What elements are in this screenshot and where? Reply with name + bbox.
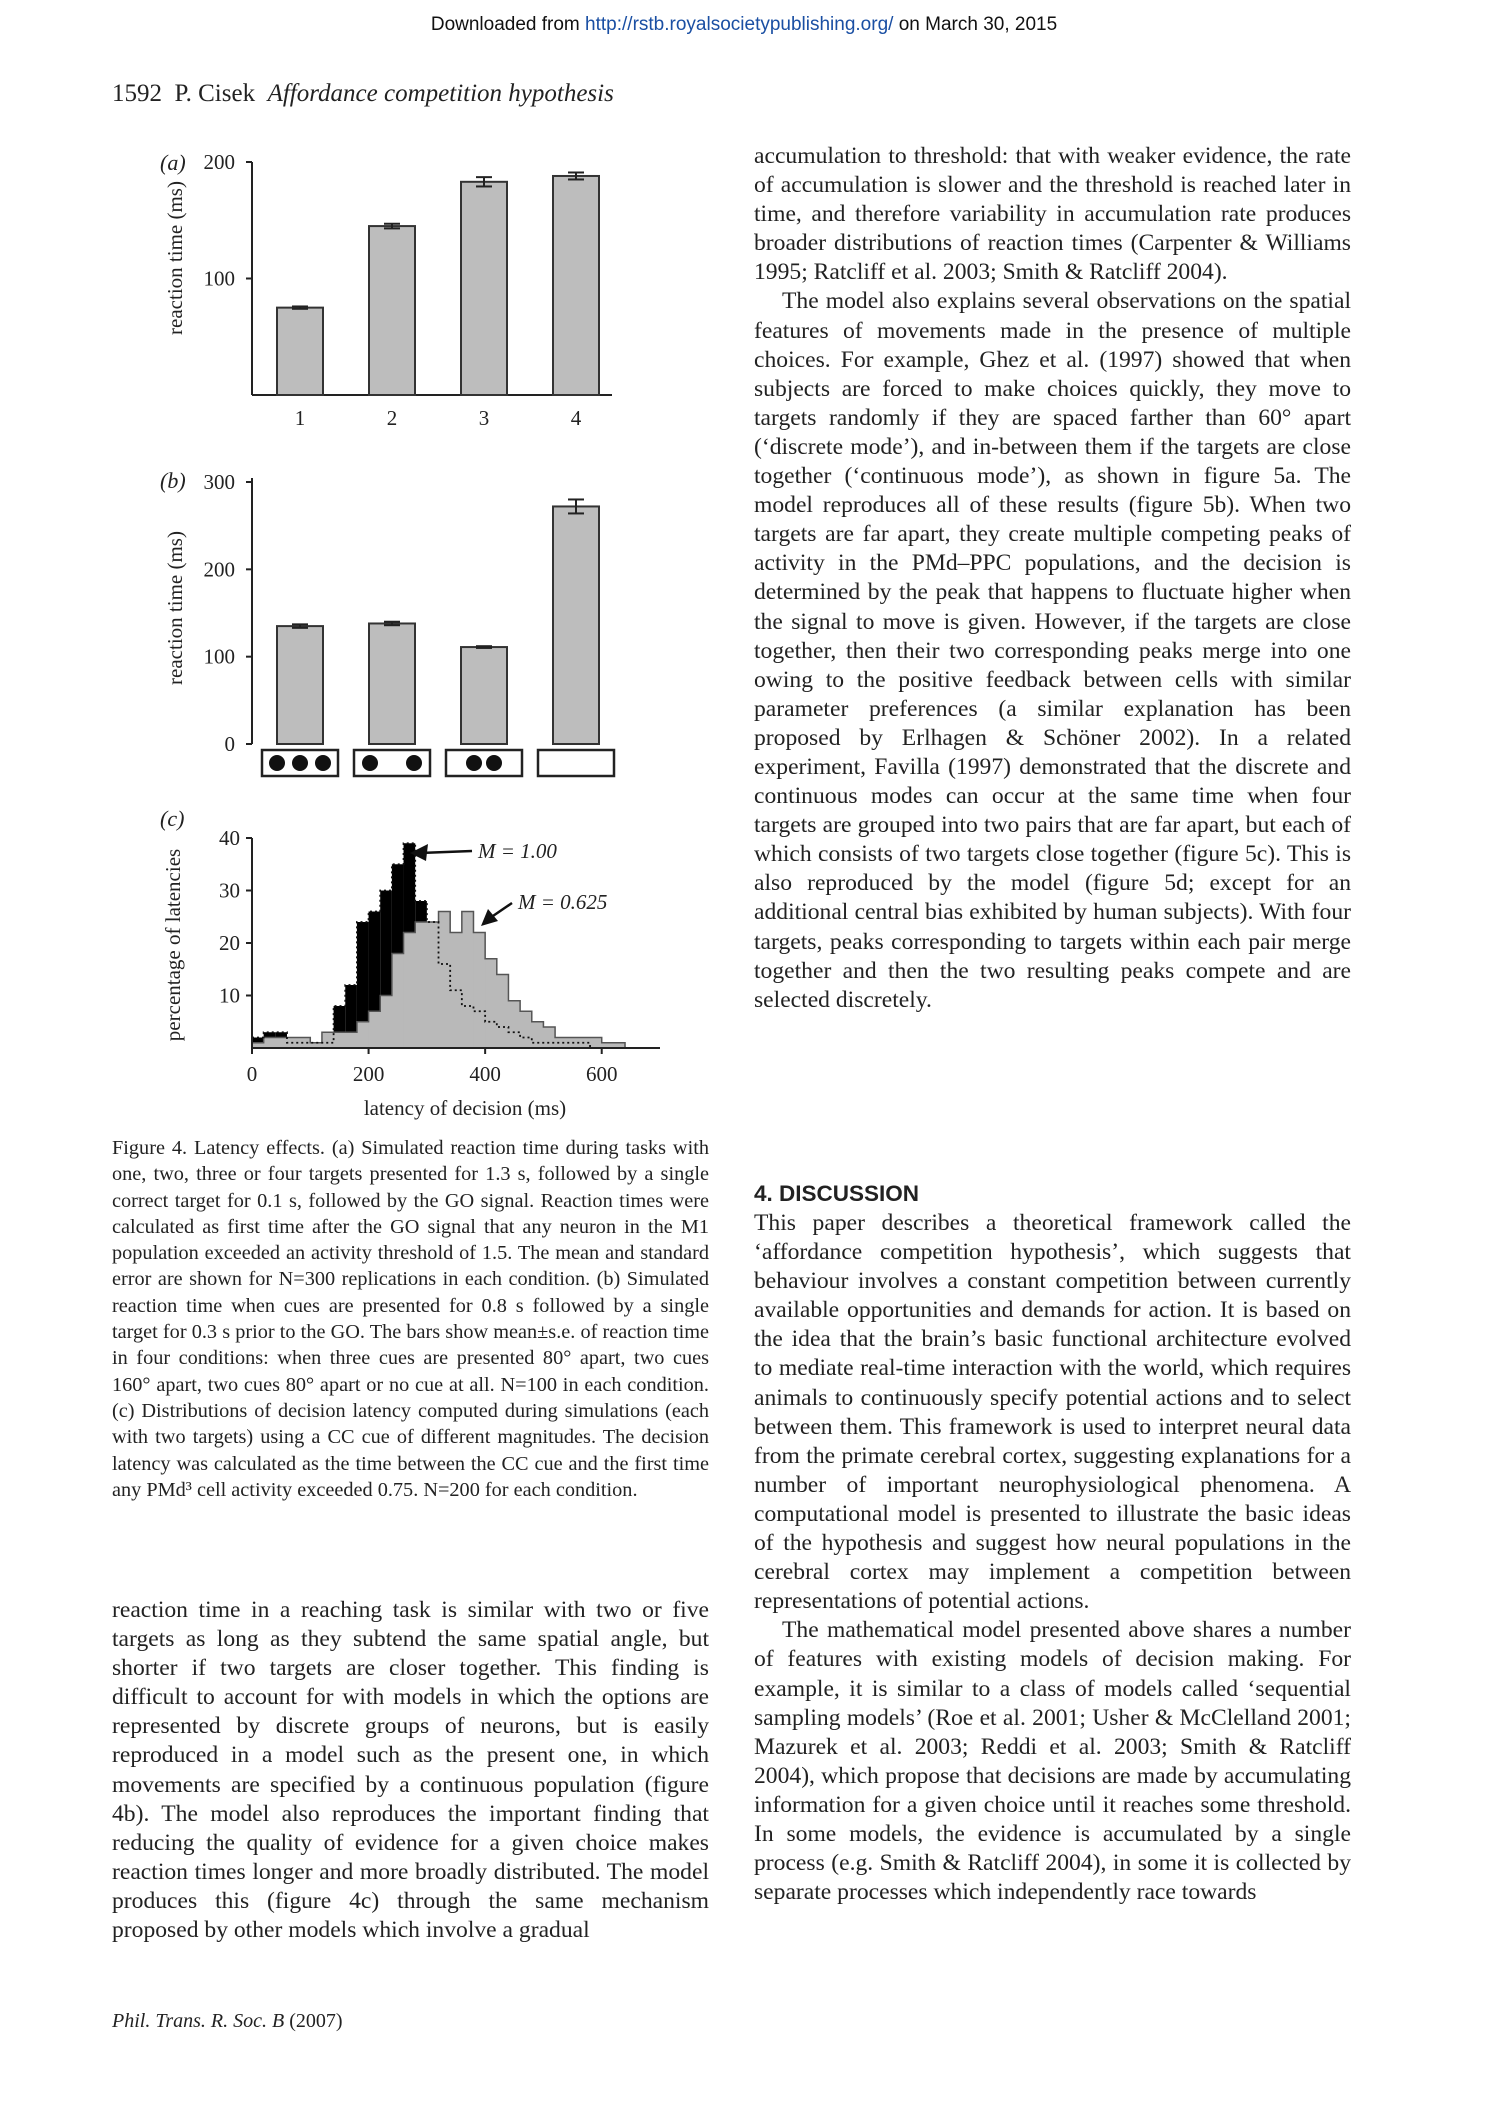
left-column-text: reaction time in a reaching task is similar with two or five targets as long as they subtend the same spatial angle, but shorter if two targets are closer together. This finding is difficult to account for with models in which the options are represented by discrete groups of neurons, but is easily reproduced in a model such as the present one, in which movements are specified by a continuous population (figure 4b). The model also reproduces the important finding that reducing the quality of evidence for a given choice makes reaction times longer and more broadly distributed. The model produces this (figure 4c) through the same mechanism proposed by other models which involve a gradual <box>112 1597 709 1944</box>
hist-bin-m0625 <box>415 922 427 1048</box>
xtick-label: 400 <box>469 1062 501 1086</box>
hist-bin-m0625 <box>532 1022 544 1048</box>
download-suffix: on March 30, 2015 <box>893 14 1058 35</box>
ytick-label: 30 <box>219 878 240 903</box>
ytick-label: 40 <box>219 826 240 850</box>
hist-bin-m0625 <box>369 1011 381 1048</box>
hist-bin-m0625 <box>485 959 497 1048</box>
hist-bin-m0625 <box>590 1038 602 1049</box>
arrow-m-0625 <box>481 903 512 926</box>
cue-dot <box>466 755 482 771</box>
cue-dot <box>486 755 502 771</box>
hist-bin-m0625 <box>345 1032 357 1048</box>
ytick-label: 10 <box>219 983 240 1008</box>
cue-box <box>538 750 614 776</box>
hist-bin-m0625 <box>508 1001 520 1048</box>
hist-bin-m0625 <box>439 912 451 1049</box>
annotation-m-0625: M = 0.625 <box>518 890 608 914</box>
download-prefix: Downloaded from <box>430 14 586 35</box>
right-column-bottom <box>754 1209 1351 1907</box>
cue-box <box>446 750 522 776</box>
cue-dot <box>315 755 331 771</box>
right-column-top <box>754 142 1351 1015</box>
hist-bin-m0625 <box>497 975 509 1049</box>
hist-bin-m0625 <box>404 933 416 1049</box>
panel-b-ylabel: reaction time (ms) <box>163 531 187 685</box>
panel-a-ylabel: reaction time (ms) <box>163 181 187 335</box>
cue-dot <box>362 755 378 771</box>
bar <box>277 626 323 744</box>
hist-bin-m0625 <box>299 1038 311 1049</box>
journal-name: Phil. Trans. R. Soc. B <box>112 2010 285 2032</box>
bar <box>461 647 507 744</box>
page-number: 1592 <box>112 80 162 107</box>
hist-bin-m0625 <box>380 996 392 1049</box>
arrow-m-1 <box>410 844 472 861</box>
figure-caption: Figure 4. Latency effects. (a) Simulated reaction time during tasks with one, two, three or four targets presented for 1.3 s, followed by a single correct target for 0.1 s, followed by the GO signal. Reaction times were calculated as first time after the GO signal that any neuron in the M1 population exceeded an activity threshold of 1.5. The mean and standard error are shown for N=300 replications in each condition. (b) Simulated reaction time when cues are presented for 0.8 s followed by a single target for 0.3 s prior to the GO. The bars show mean±s.e. of reaction time in four conditions: when three cues are presented 80° apart, two cues 160° apart, two cues 80° apart or no cue at all. N=100 in each condition. (c) Distributions of decision latency computed during simulations (each with two targets) using a CC cue of different magnitudes. The decision latency was calculated as the time between the CC cue and the first time any PMd³ cell activity exceeded 0.75. N=200 for each condition. <box>112 1137 709 1501</box>
bar <box>369 623 415 744</box>
hist-bin-m0625 <box>264 1038 276 1049</box>
hist-bin-m0625 <box>275 1038 287 1049</box>
panel-a <box>160 150 612 430</box>
hist-bin-m0625 <box>520 1011 532 1048</box>
right-paragraph-2: The model also explains several observations on the spatial features of movements made in the presence of multiple choices. For example, Ghez et al. (1997) showed that when subjects are forced to make choices quickly, they move to targets randomly if they are spaced farther than 60° apart (‘discrete mode’), and in-between them if the targets are close together (‘continuous mode’), as shown in figure 5a. The model reproduces all of these results (figure 5b). When two targets are far apart, they create multiple competing peaks of activity in the PMd–PPC populations, and the decision is determined by the peak that happens to fluctuate higher when the signal to move is given. However, if the targets are close together, then their two corresponding peaks merge into one owing to the positive feedback between cells with similar parameter preferences (a similar explanation has been proposed by Erlhagen & Schöner 2002). In a related experiment, Favilla (1997) demonstrated that the discrete and continuous modes can occur at the same time when four targets are grouped into two pairs that are far apart, but each of which consists of two targets close together (figure 5c). This is also reproduced by the model (figure 5d; except for an additional central bias exhibited by human subjects). With four targets, peaks corresponding to targets within each pair merge together and then the two resulting peaks compete and are selected discretely. <box>754 288 1351 1013</box>
ytick-label: 20 <box>219 931 240 955</box>
bar <box>369 226 415 395</box>
xtick-label: 3 <box>478 406 490 430</box>
hist-bin-m0625 <box>462 912 474 1049</box>
bar <box>461 182 507 395</box>
hist-bin-m0625 <box>392 954 404 1049</box>
hist-bin-m0625 <box>357 1022 369 1048</box>
author: P. Cisek <box>174 80 256 107</box>
panel-b <box>160 468 614 776</box>
section-heading-discussion: 4. DISCUSSION <box>754 1181 920 1206</box>
ytick-label: 300 <box>203 470 235 494</box>
cue-dot <box>292 755 308 771</box>
footer-journal <box>112 2010 343 2033</box>
panel-c-ylabel: percentage of latencies <box>161 848 185 1042</box>
panel-c-label: (c) <box>160 806 185 831</box>
panel-b-label: (b) <box>160 468 186 493</box>
hist-bin-m0625 <box>334 1032 346 1048</box>
bar <box>553 506 599 744</box>
panel-a-label: (a) <box>160 150 186 175</box>
panel-c <box>160 806 660 1120</box>
bar <box>277 308 323 395</box>
right-paragraph-1: accumulation to threshold: that with weaker evidence, the rate of accumulation is slower and the threshold is reached later in time, and therefore variability in accumulation rate produces broader distributions of reaction times (Carpenter & Williams 1995; Ratcliff et al. 2003; Smith & Ratcliff 2004). <box>754 143 1351 286</box>
ytick-label: 200 <box>203 557 235 582</box>
cue-dot <box>406 755 422 771</box>
right-paragraph-4: The mathematical model presented above shares a number of features with existing models of decision making. For example, it is similar to a class of models called ‘sequential sampling models’ (Roe et al. 2001; Usher & McClelland 2001; Mazurek et al. 2003; Reddi et al. 2003; Smith & Ratcliff 2004), which propose that decisions are made by accumulating information for a given choice until it reaches some threshold. In some models, the evidence is accumulated by a single process (e.g. Smith & Ratcliff 2004), in some it is collected by separate processes which independently race towards <box>754 1617 1351 1906</box>
ytick-label: 200 <box>203 150 235 174</box>
annotation-m-1: M = 1.00 <box>478 839 557 863</box>
right-paragraph-3: This paper describes a theoretical framework called the ‘affordance competition hypothesis’, which suggests that behaviour involves a constant competition between currently available opportunities and demands for action. It is based on the idea that the brain’s basic functional architecture evolved to mediate real-time interaction with the world, which requires animals to continuously specify potential actions and to select between them. This framework is used to interpret neural data from the primate cerebral cortex, suggesting explanations for a number of important neurophysiological phenomena. A computational model is presented to illustrate the basic ideas of the hypothesis and suggest how neural populations in the cerebral cortex may implement a competition between representations of potential actions. <box>754 1210 1351 1615</box>
download-url-link[interactable]: http://rstb.royalsocietypublishing.org/ <box>585 14 894 35</box>
xtick-label: 200 <box>352 1062 385 1086</box>
hist-bin-m0625 <box>543 1027 555 1048</box>
cue-dot <box>269 755 285 771</box>
ytick-label: 100 <box>203 644 235 669</box>
figure-4 <box>0 0 740 1120</box>
xtick-label: 0 <box>246 1062 258 1086</box>
journal-year: (2007) <box>284 2010 343 2032</box>
xtick-label: 1 <box>294 406 306 430</box>
panel-c-xlabel: latency of decision (ms) <box>363 1096 567 1120</box>
bar <box>553 176 599 395</box>
hist-bin-m0625 <box>427 922 439 1048</box>
xtick-label: 2 <box>386 406 398 430</box>
hist-bin-m0625 <box>322 1032 334 1048</box>
ytick-label: 0 <box>224 732 235 756</box>
running-title: Affordance competition hypothesis <box>267 80 614 107</box>
hist-bin-m0625 <box>555 1038 567 1049</box>
ytick-label: 100 <box>203 266 235 291</box>
hist-bin-m0625 <box>473 933 485 1049</box>
xtick-label: 4 <box>570 406 582 430</box>
xtick-label: 600 <box>585 1062 618 1086</box>
